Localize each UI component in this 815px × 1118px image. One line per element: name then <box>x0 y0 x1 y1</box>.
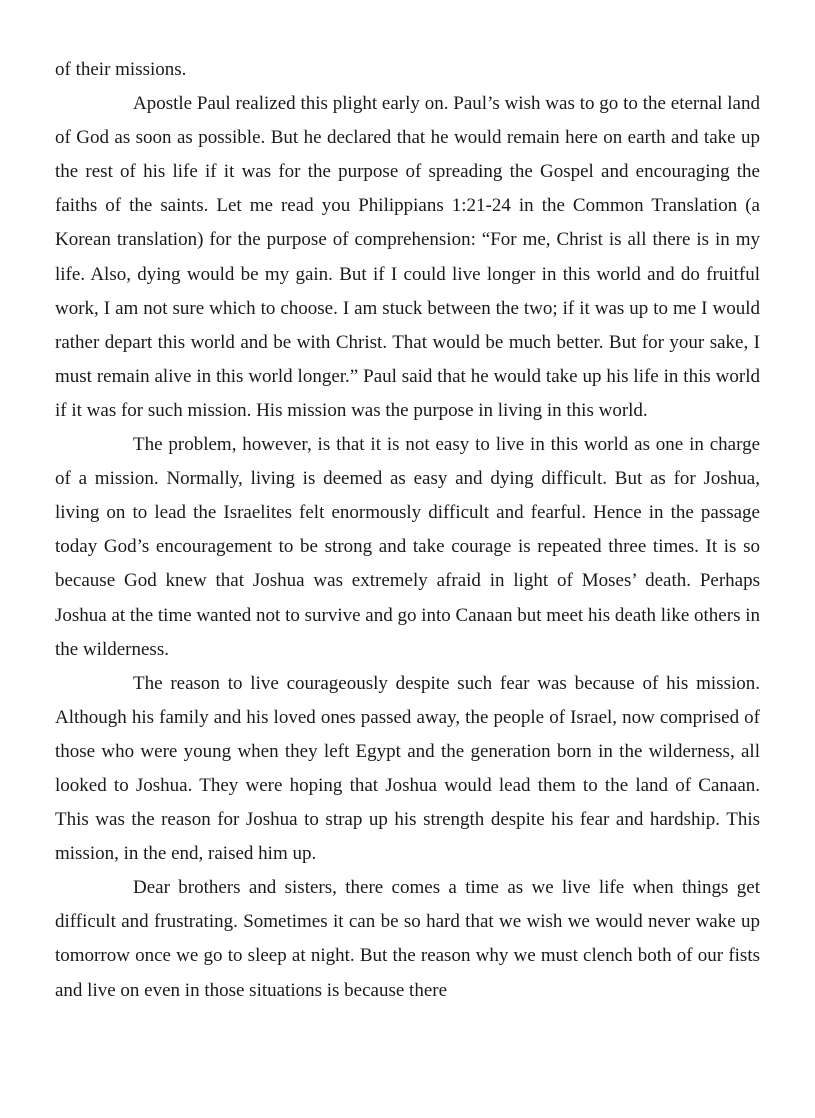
paragraph-problem: The problem, however, is that it is not easy to live in this world as one in charge of a mission. Normally, living is deemed as easy and dying difficult. But as for Joshua, living on to lead the Israelites felt enormously difficult and fearful. Hence in the passage today God’s encouragement to be strong and take courage is repeated three times. It is so because God knew that Joshua was extremely afraid in light of Moses’ death. Perhaps Joshua at the time wanted not to survive and go into Canaan but meet his death like others in the wilderness. <box>55 434 760 660</box>
document-page <box>55 53 760 1008</box>
paragraph-reason: The reason to live courageously despite such fear was because of his mission. Although his family and his loved ones passed away, the people of Israel, now comprised of those who were young when they left Egypt and the generation born in the wilderness, all looked to Joshua. They were hoping that Joshua would lead them to the land of Canaan. This was the reason for Joshua to strap up his strength despite his fear and hardship. This mission, in the end, raised him up. <box>55 672 760 865</box>
paragraph-brothers-sisters: Dear brothers and sisters, there comes a time as we live life when things get difficult and frustrating. Sometimes it can be so hard that we wish we would never wake up tomorrow once we go to sleep at night. But the reason why we must clench both of our fists and live on even in those situations is because there <box>55 877 760 1001</box>
paragraph-continuation: of their missions. <box>55 59 187 80</box>
paragraph-apostle-paul: Apostle Paul realized this plight early on. Paul’s wish was to go to the eternal land of God as soon as possible. But he declared that he would remain here on earth and take up the rest of his life if it was for the purpose of spreading the Gospel and encouraging the faiths of the saints. Let me read you Philippians 1:21-24 in the Common Translation (a Korean translation) for the purpose of comprehension: “For me, Christ is all there is in my life. Also, dying would be my gain. But if I could live longer in this world and do fruitful work, I am not sure which to choose. I am stuck between the two; if it was up to me I would rather depart this world and be with Christ. That would be much better. But for your sake, I must remain alive in this world longer.” Paul said that he would take up his life in this world if it was for such mission. His mission was the purpose in living in this world. <box>55 93 760 421</box>
